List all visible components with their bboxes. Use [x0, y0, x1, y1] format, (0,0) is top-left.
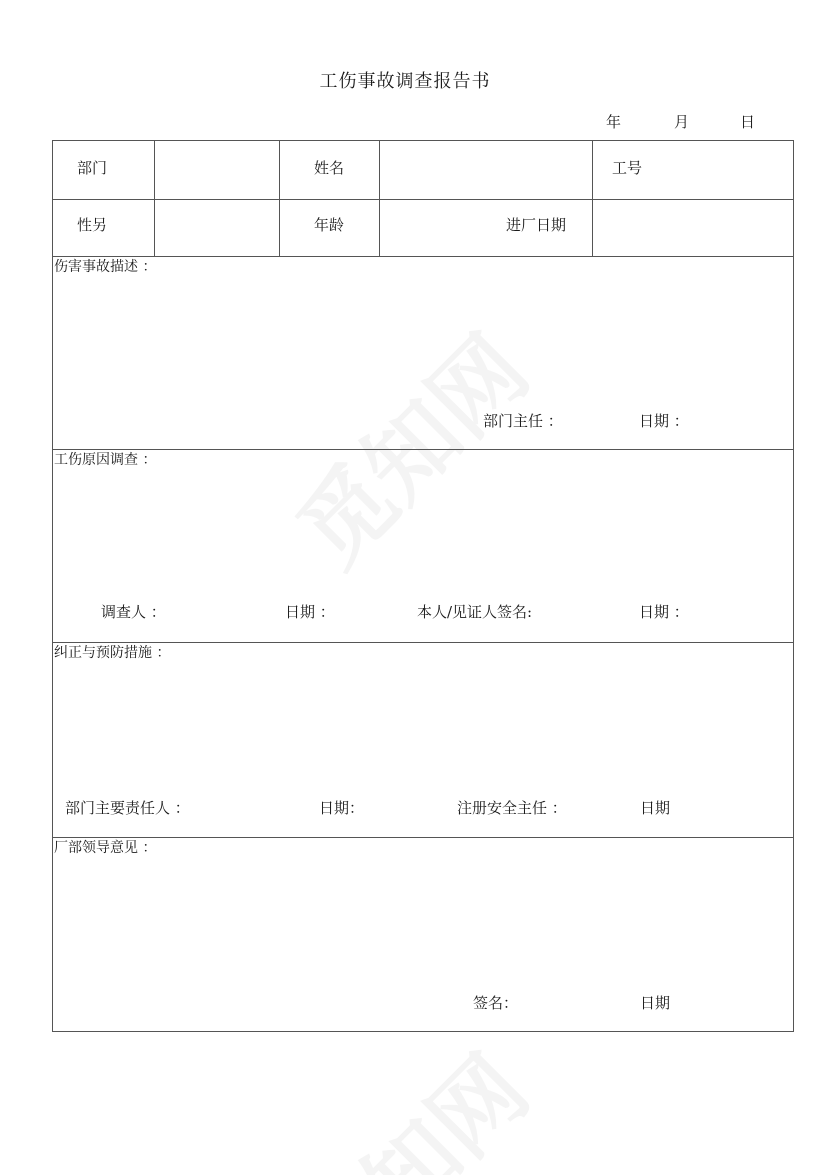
correction-measures-label: 纠正与预防措施 ： — [54, 645, 171, 661]
safety-officer-label: 注册安全主任 ： — [457, 799, 567, 817]
leadership-signature-label: 签名： — [473, 994, 519, 1012]
gender-label: 性另 — [77, 216, 108, 234]
name-label: 姓名 — [314, 159, 345, 177]
leadership-opinion-label: 厂部领导意见 ： — [54, 840, 157, 856]
correction-date-label: 日期： — [319, 799, 365, 817]
injury-description-label: 伤害事故描述 ： — [54, 259, 157, 275]
column-divider — [592, 141, 593, 256]
witness-date-label: 日期 ： — [639, 603, 689, 621]
row-divider — [53, 256, 793, 257]
dept-head-signature-label: 部门主任 ： — [483, 412, 563, 430]
witness-signature-label: 本人/见证人签名: — [417, 603, 533, 621]
join-date-label: 进厂日期 — [506, 216, 567, 234]
date-month: 月 — [674, 113, 690, 131]
report-form — [52, 140, 794, 1032]
section-divider — [53, 449, 793, 450]
investigation-date-label: 日期 ： — [285, 603, 335, 621]
column-divider — [154, 141, 155, 256]
column-divider — [279, 141, 280, 256]
document-title: 工伤事故调查报告书 — [319, 71, 491, 92]
section-divider — [53, 837, 793, 838]
injury-date-label: 日期 ： — [639, 412, 689, 430]
column-divider — [379, 141, 380, 256]
dept-responsible-label: 部门主要责任人 ： — [65, 799, 190, 817]
safety-officer-date-label: 日期 — [640, 799, 671, 817]
employee-id-label: 工号 — [612, 159, 643, 177]
date-day: 日 — [740, 113, 756, 131]
date-year: 年 — [606, 113, 622, 131]
watermark — [264, 1022, 553, 1175]
age-label: 年龄 — [314, 216, 345, 234]
row-divider — [53, 199, 793, 200]
cause-investigation-label: 工伤原因调查 ： — [54, 452, 157, 468]
leadership-date-label: 日期 — [640, 994, 671, 1012]
investigator-label: 调查人 ： — [101, 603, 166, 621]
dept-label: 部门 — [77, 159, 108, 177]
